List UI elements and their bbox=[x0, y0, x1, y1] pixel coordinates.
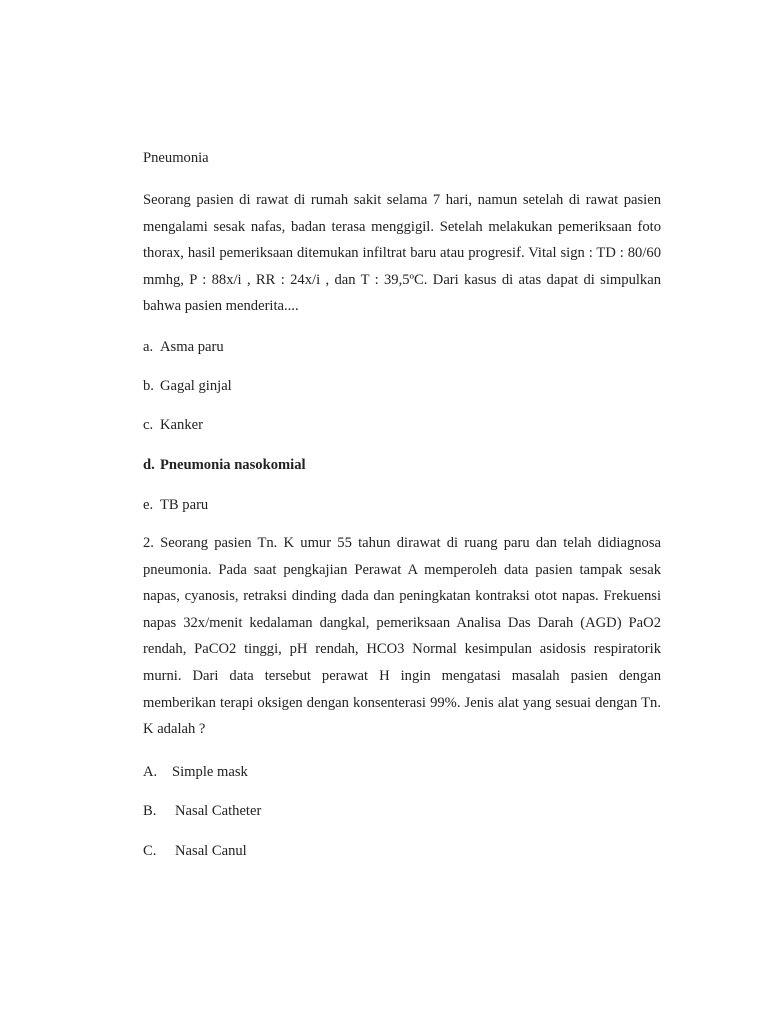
option-text: Nasal Canul bbox=[175, 843, 247, 859]
option-letter: b. bbox=[143, 378, 154, 394]
question-1-text: Seorang pasien di rawat di rumah sakit selama 7 hari, namun setelah di rawat pasien mengalami sesak nafas, badan terasa menggigil. Setelah melakukan pemeriksaan foto thorax, hasil pemeriksaan ditemukan infiltrat baru atau progresif. Vital sign : TD : 80/60 mmhg, P : 88x/i , RR : 24x/i , dan T : 39,5ºC. Dari kasus di atas dapat di simpulkan bahwa pasien menderita.... bbox=[143, 192, 661, 315]
option-text: Nasal Catheter bbox=[175, 803, 262, 819]
question-2-text: 2. Seorang pasien Tn. K umur 55 tahun dirawat di ruang paru dan telah didiagnosa pneumonia. Pada saat pengkajian Perawat A memperoleh data pasien tampak sesak napas, cyanosis, retraksi dinding dada dan peningkatan kontraksi otot napas. Frekuensi napas 32x/menit kedalaman dangkal, pemeriksaan Analisa Das Darah (AGD) PaO2 rendah, PaCO2 tinggi, pH rendah, HCO3 Normal kesimpulan asidosis respiratorik murni. Dari data tersebut perawat H ingin mengatasi masalah pasien dengan memberikan terapi oksigen dengan konsenterasi 99%. Jenis alat yang sesuai dengan Tn. K adalah ? bbox=[143, 535, 661, 738]
option-text: Simple mask bbox=[172, 764, 248, 780]
question-2-option-a bbox=[143, 762, 248, 782]
option-letter: A. bbox=[143, 764, 158, 780]
option-letter: d. bbox=[143, 457, 155, 473]
option-text: Asma paru bbox=[160, 339, 224, 355]
option-text: Gagal ginjal bbox=[160, 378, 232, 394]
option-letter: c. bbox=[143, 417, 154, 433]
option-text: Pneumonia nasokomial bbox=[160, 457, 306, 473]
option-text: Kanker bbox=[160, 417, 203, 433]
question-1-option-a bbox=[143, 337, 224, 357]
question-1-option-d-answer bbox=[143, 455, 306, 475]
question-2-option-c bbox=[143, 841, 247, 861]
question-1-option-b bbox=[143, 376, 232, 396]
question-1-option-c bbox=[143, 415, 203, 435]
option-letter: a. bbox=[143, 339, 154, 355]
option-letter: C. bbox=[143, 843, 157, 859]
option-letter: B. bbox=[143, 803, 157, 819]
question-1-option-e bbox=[143, 495, 208, 515]
option-letter: e. bbox=[143, 497, 154, 513]
document-title: Pneumonia bbox=[143, 150, 209, 166]
option-text: TB paru bbox=[160, 497, 209, 513]
question-2-option-b bbox=[143, 801, 261, 821]
